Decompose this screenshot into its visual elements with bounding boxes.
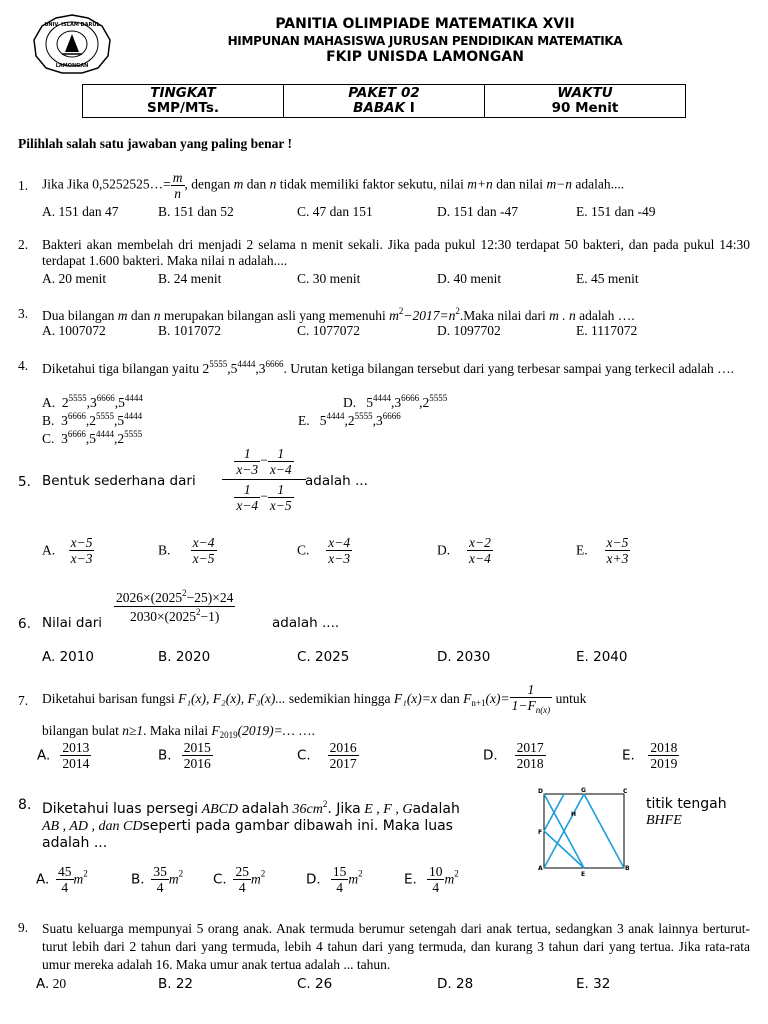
q5-option-b[interactable]: B. $\frac{x-4}{x-5}$ bbox=[158, 535, 215, 566]
q6-text-b: adalah .... bbox=[272, 615, 340, 631]
round-number: I bbox=[405, 100, 415, 116]
q5-number: 5. bbox=[18, 474, 31, 490]
q1-option-d[interactable]: D. 151 dan -47 bbox=[437, 204, 518, 219]
q4-option-d[interactable]: D. $5^{4444},3^{6666},2^{5555}$ bbox=[343, 393, 448, 410]
level-title: TINGKAT bbox=[150, 85, 216, 101]
svg-text:C: C bbox=[623, 788, 628, 795]
package-title: PAKET 02 bbox=[348, 85, 420, 101]
q7-text-line1: Diketahui barisan fungsi F₁(x), F₂(x), F₃(x)... sedemikian hingga F₁(x)=x dan $F_{n+1}(x)=$ $\frac{1}{1-F_{n(x)}}$ untuk bbox=[42, 682, 587, 715]
svg-text:F: F bbox=[538, 829, 543, 836]
q9-option-c[interactable]: C. 26 bbox=[297, 976, 333, 992]
q7-option-d[interactable]: D. $\frac{2017}{2018}$ bbox=[483, 740, 544, 771]
q2-option-d[interactable]: D. 40 menit bbox=[437, 271, 502, 286]
package-cell bbox=[284, 85, 485, 118]
q3-text: Dua bilangan m dan n merupakan bilangan asli yang memenuhi $m^2-2017=n^2.Maka$ nilai dari m . n adalah …. bbox=[42, 306, 635, 323]
q6-fraction: $2026\times(2025^2-25)\times 24$ $2030\times(2025^2-1)$ bbox=[116, 588, 234, 624]
q8-text-bhfe: BHFE bbox=[646, 813, 682, 828]
svg-text:G: G bbox=[581, 787, 586, 794]
q4-option-a[interactable]: A. $2^{5555},3^{6666},5^{4444}$ bbox=[42, 393, 143, 410]
time-value: 90 Menit bbox=[551, 100, 619, 116]
q7-option-b[interactable]: B. $\frac{2015}{2016}$ bbox=[158, 740, 211, 771]
q9-option-d[interactable]: D. 28 bbox=[437, 976, 474, 992]
time-title: WAKTU bbox=[557, 85, 613, 101]
q3-option-c[interactable]: C. 1077072 bbox=[297, 323, 361, 338]
header-line-3: FKIP UNISDA LAMONGAN bbox=[326, 49, 524, 65]
q5-text-b: adalah ... bbox=[305, 473, 368, 489]
q5-option-d[interactable]: D. $\frac{x-2}{x-4}$ bbox=[437, 535, 491, 566]
q5-option-c[interactable]: C. $\frac{x-4}{x-3}$ bbox=[297, 535, 351, 566]
q2-option-e[interactable]: E. 45 menit bbox=[576, 271, 639, 286]
q6-text-a: Nilai dari bbox=[42, 615, 103, 631]
svg-text:B: B bbox=[625, 865, 630, 872]
q9-number: 9. bbox=[18, 920, 29, 935]
q5-option-a[interactable]: A. $\frac{x-5}{x-3}$ bbox=[42, 535, 93, 566]
q8-option-b[interactable]: B. $\frac{35}{4}$ $m^2$ bbox=[131, 864, 184, 895]
svg-text:UNIV. ISLAM DARUL: UNIV. ISLAM DARUL bbox=[44, 22, 100, 28]
q6-option-c[interactable]: C. 2025 bbox=[297, 649, 350, 665]
q1-option-b[interactable]: B. 151 dan 52 bbox=[158, 204, 234, 219]
q4-option-c[interactable]: C. $3^{6666},5^{4444},2^{5555}$ bbox=[42, 429, 143, 446]
q3-option-b[interactable]: B. 1017072 bbox=[158, 323, 222, 338]
time-cell bbox=[485, 85, 686, 118]
q4-number: 4. bbox=[18, 358, 29, 373]
svg-text:D: D bbox=[538, 788, 543, 795]
q8-option-c[interactable]: C. $\frac{25}{4}$ $m^2$ bbox=[213, 864, 266, 895]
q2-text: Bakteri akan membelah dri menjadi 2 selama n menit sekali. Jika pada pukul 12:30 terdapat 50 bakteri, dan pada pukul 14:30 terdapat 1.600 bakteri. Maka nilai n adalah.... bbox=[42, 237, 750, 268]
svg-text:H: H bbox=[571, 811, 577, 818]
q6-option-d[interactable]: D. 2030 bbox=[437, 649, 491, 665]
q9-option-e[interactable]: E. 32 bbox=[576, 976, 611, 992]
q5-option-e[interactable]: E. $\frac{x-5}{x+3}$ bbox=[576, 535, 629, 566]
q4-option-e[interactable]: E. $5^{4444},2^{5555},3^{6666}$ bbox=[298, 411, 401, 428]
q3-option-d[interactable]: D. 1097702 bbox=[437, 323, 501, 338]
q6-option-b[interactable]: B. 2020 bbox=[158, 649, 211, 665]
q7-number: 7. bbox=[18, 693, 29, 708]
q2-option-b[interactable]: B. 24 menit bbox=[158, 271, 222, 286]
header-line-1: PANITIA OLIMPIADE MATEMATIKA XVII bbox=[275, 16, 575, 32]
q9-option-b[interactable]: B. 22 bbox=[158, 976, 194, 992]
q8-option-a[interactable]: A. $\frac{45}{4}$ $m^2$ bbox=[36, 864, 88, 895]
q8-number: 8. bbox=[18, 797, 32, 813]
q7-option-e[interactable]: E. $\frac{2018}{2019}$ bbox=[622, 740, 678, 771]
instruction: Pilihlah salah satu jawaban yang paling benar ! bbox=[18, 136, 292, 151]
q3-number: 3. bbox=[18, 306, 29, 321]
q2-number: 2. bbox=[18, 237, 29, 252]
q9-text: Suatu keluarga mempunyai 5 orang anak. Anak termuda berumur setengah dari anak tertua, sedangkan 3 anak lainnya berturut-turut lebih dari 2 tahun dari yang termuda, lebih 4 tahun dari yang termuda, dan kurang 3 tahun dari yang tertua. Jika rata-rata umur mereka adalah 16. Maka umur anak tertua adalah ... tahun. bbox=[42, 921, 750, 972]
level-value: SMP/MTs. bbox=[147, 100, 219, 116]
q5-text-a: Bentuk sederhana dari bbox=[42, 473, 196, 489]
q8-option-d[interactable]: D. $\frac{15}{4}$ $m^2$ bbox=[306, 864, 363, 895]
q8-text: Diketahui luas persegi ABCD adalah $36cm^2$. Jika E , F , Gadalah AB , AD , dan CDseperti pada gambar dibawah ini. Maka luas adalah ... bbox=[42, 799, 460, 851]
q2-option-c[interactable]: C. 30 menit bbox=[297, 271, 361, 286]
q3-option-a[interactable]: A. 1007072 bbox=[42, 323, 106, 338]
q7-option-a[interactable]: A. $\frac{2013}{2014}$ bbox=[37, 740, 90, 771]
q6-option-a[interactable]: A. 2010 bbox=[42, 649, 94, 665]
q8-option-e[interactable]: E. $\frac{10}{4}$ $m^2$ bbox=[404, 864, 459, 895]
q3-option-e[interactable]: E. 1117072 bbox=[576, 323, 638, 338]
square-figure bbox=[534, 786, 634, 876]
q1-option-a[interactable]: A. 151 dan 47 bbox=[42, 204, 119, 219]
svg-text:E: E bbox=[581, 871, 586, 876]
q2-option-a[interactable]: A. 20 menit bbox=[42, 271, 107, 286]
q1-option-e[interactable]: E. 151 dan -49 bbox=[576, 204, 656, 219]
level-cell bbox=[83, 85, 284, 118]
q8-text-right: titik tengah bbox=[646, 796, 727, 812]
q1-text: Jika Jika 0,5252525…= $\frac{m}{n}$ , dengan m dan n tidak memiliki faktor sekutu, nilai m+n dan nilai m−n adalah.... bbox=[42, 170, 625, 201]
university-logo bbox=[32, 14, 112, 74]
header-line-2: HIMPUNAN MAHASISWA JURUSAN PENDIDIKAN MATEMATIKA bbox=[227, 34, 623, 48]
svg-text:LAMONGAN: LAMONGAN bbox=[55, 63, 89, 69]
q6-number: 6. bbox=[18, 616, 31, 632]
q4-option-b[interactable]: B. $3^{6666},2^{5555},5^{4444}$ bbox=[42, 411, 143, 428]
svg-text:A: A bbox=[538, 865, 543, 872]
q9-option-a[interactable]: A. 20 bbox=[36, 976, 67, 992]
q5-compound-fraction: $\frac{1}{x-3}$ − $\frac{1}{x-4}$ $\frac{1}{x-4}$ − $\frac{1}{x-5}$ bbox=[222, 446, 306, 513]
q4-text: Diketahui tiga bilangan yaitu $2^{5555},5^{4444},3^{6666}$. Urutan ketiga bilangan tersebut dari yang terbesar sampai yang terkecil adalah …. bbox=[42, 359, 735, 376]
q7-option-c[interactable]: C. $\frac{2016}{2017}$ bbox=[297, 740, 357, 771]
q1-number: 1. bbox=[18, 178, 29, 193]
round-label: BABAK bbox=[353, 100, 406, 116]
q7-text-line2: bilangan bulat n≥1. Maka nilai $F_{2019}(2019)=\dots$ …. bbox=[42, 723, 315, 740]
q1-option-c[interactable]: C. 47 dan 151 bbox=[297, 204, 373, 219]
info-table bbox=[82, 84, 686, 118]
q6-option-e[interactable]: E. 2040 bbox=[576, 649, 628, 665]
